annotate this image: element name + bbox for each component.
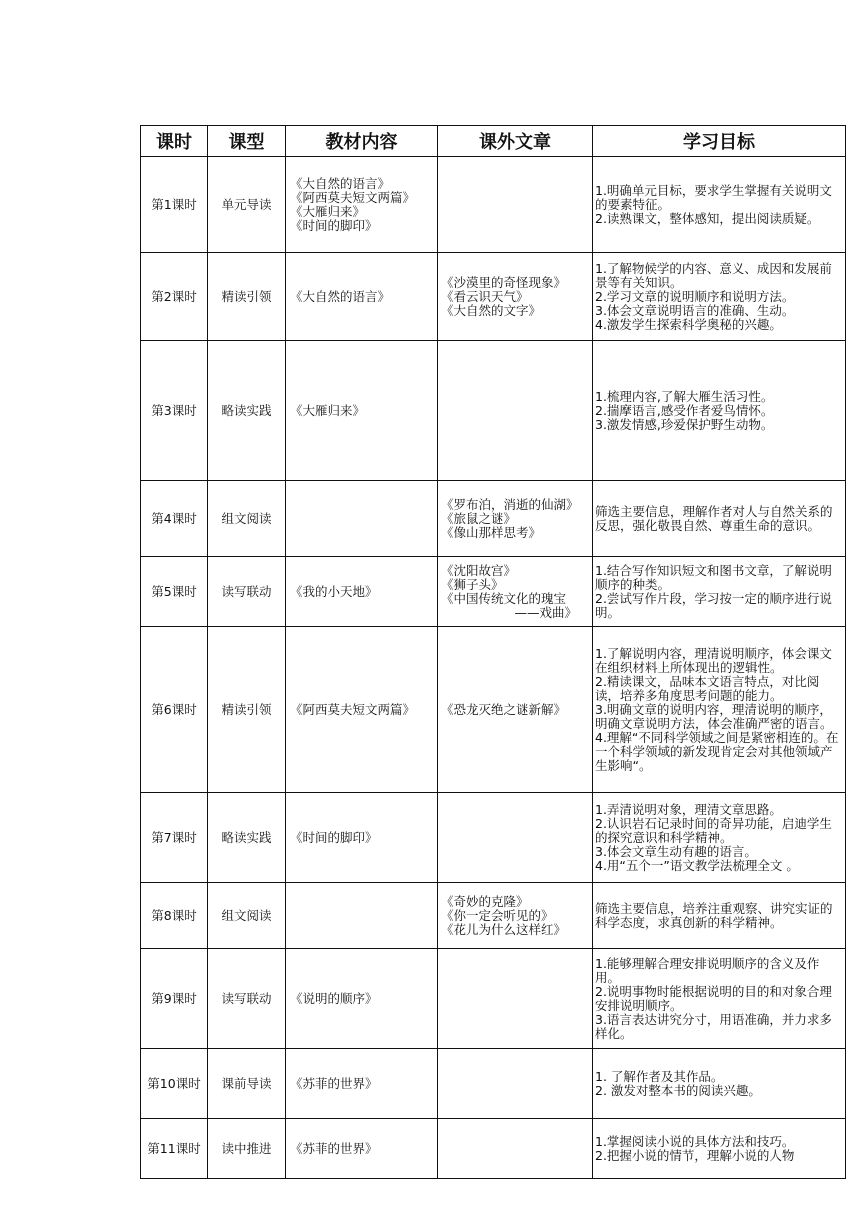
lesson-cell: 第7课时 [141, 793, 208, 883]
extra-reading-cell [438, 949, 593, 1049]
learning-goals-cell [593, 627, 846, 793]
learning-goal: 2.说明事物时能根据说明的目的和对象合理安排说明顺序。 [595, 983, 832, 1013]
textbook-item: 《大自然的语言》 [290, 288, 391, 304]
header-textbook: 教材内容 [286, 126, 438, 157]
extra-reading-item: 《大自然的文字》 [441, 302, 542, 318]
textbook-cell [286, 253, 438, 341]
header-lesson: 课时 [141, 126, 208, 157]
table-row [141, 341, 846, 481]
lesson-cell: 第6课时 [141, 627, 208, 793]
learning-goal: 2.揣摩语言,感受作者爱鸟情怀。 [595, 402, 774, 418]
textbook-cell [286, 1119, 438, 1179]
textbook-cell [286, 949, 438, 1049]
learning-goals-cell [593, 1119, 846, 1179]
learning-goal: 1.掌握阅读小说的具体方法和技巧。 [595, 1133, 795, 1149]
type-cell: 读写联动 [208, 949, 286, 1049]
textbook-item: 《大雁归来》 [290, 402, 366, 418]
learning-goal: 1.弄清说明对象，理清文章思路。 [595, 801, 782, 817]
learning-goal: 1.了解说明内容，理清说明顺序，体会课文在组织材料上所体现出的逻辑性。 [595, 645, 832, 675]
learning-goals-cell [593, 341, 846, 481]
header-goals: 学习目标 [593, 126, 846, 157]
extra-reading-item: 《罗布泊，消逝的仙湖》《旅鼠之谜》 [441, 496, 579, 526]
extra-reading-item: 《花儿为什么这样红》 [441, 921, 567, 937]
type-cell: 略读实践 [208, 341, 286, 481]
learning-goal: 1.了解物候学的内容、意义、成因和发展前景等有关知识。 [595, 260, 832, 290]
learning-goal: 3.明确文章的说明内容，理清说明的顺序，明确文章说明方法，体会准确严密的语言。 [595, 701, 833, 731]
learning-goal: 4.理解“不同科学领域之间是紧密相连的。在一个科学领域的新发现肯定会对其他领域产生影响“。 [595, 729, 839, 773]
learning-goal: 筛选主要信息，理解作者对人与自然关系的反思，强化敬畏自然、尊重生命的意识。 [595, 503, 833, 533]
learning-goal: 1.结合写作知识短文和图书文章，了解说明顺序的种类。 [595, 562, 832, 592]
table-row [141, 1119, 846, 1179]
learning-goal: 1.能够理解合理安排说明顺序的含义及作用。 [595, 955, 820, 985]
header-row [141, 126, 846, 157]
table-row [141, 157, 846, 253]
header-extra: 课外文章 [438, 126, 593, 157]
type-cell: 读中推进 [208, 1119, 286, 1179]
lesson-plan-table [140, 125, 846, 1179]
learning-goals-cell [593, 949, 846, 1049]
learning-goal: 2.尝试写作片段，学习按一定的顺序进行说明。 [595, 590, 832, 620]
textbook-item: 《苏菲的世界》 [290, 1140, 378, 1156]
learning-goal: 2.把握小说的情节，理解小说的人物 [595, 1147, 795, 1163]
header-type: 课型 [208, 126, 286, 157]
learning-goals-cell [593, 481, 846, 557]
type-cell: 精读引领 [208, 253, 286, 341]
textbook-cell [286, 557, 438, 627]
table-row [141, 949, 846, 1049]
learning-goal: 2.精读课文，品味本文语言特点，对比阅读，培养多角度思考问题的能力。 [595, 673, 820, 703]
extra-reading-item: 《奇妙的克隆》 [441, 893, 529, 909]
extra-reading-item: 《沙漠里的奇怪现象》 [441, 274, 567, 290]
extra-reading-item: 《沈阳故宫》 [441, 562, 517, 578]
learning-goal: 4.激发学生探索科学奥秘的兴趣。 [595, 316, 782, 332]
learning-goal: 4.用“五个一”语文教学法梳理全文 。 [595, 857, 799, 873]
table-row [141, 481, 846, 557]
extra-reading-cell [438, 627, 593, 793]
learning-goals-cell [593, 557, 846, 627]
extra-reading-item: 《中国传统文化的瑰宝 [441, 590, 567, 606]
textbook-item: 《时间的脚印》 [290, 217, 378, 233]
extra-reading-cell [438, 1049, 593, 1119]
extra-reading-cell [438, 341, 593, 481]
type-cell: 组文阅读 [208, 883, 286, 949]
lesson-cell: 第2课时 [141, 253, 208, 341]
learning-goals-cell [593, 253, 846, 341]
lesson-cell: 第9课时 [141, 949, 208, 1049]
textbook-item: 《大自然的语言》 [290, 175, 391, 191]
table-row [141, 627, 846, 793]
textbook-cell [286, 883, 438, 949]
type-cell: 组文阅读 [208, 481, 286, 557]
table-row [141, 557, 846, 627]
learning-goal: 3.体会文章生动有趣的语言。 [595, 843, 757, 859]
learning-goal: 3.体会文章说明语言的准确、生动。 [595, 302, 795, 318]
textbook-item: 《时间的脚印》 [290, 829, 378, 845]
lesson-cell: 第4课时 [141, 481, 208, 557]
textbook-cell [286, 341, 438, 481]
lesson-cell: 第3课时 [141, 341, 208, 481]
textbook-cell [286, 627, 438, 793]
extra-reading-item: 《你一定会听见的》 [441, 907, 554, 923]
learning-goals-cell [593, 1049, 846, 1119]
learning-goal: 1.明确单元目标，要求学生掌握有关说明文的要素特征。 [595, 182, 832, 212]
extra-reading-cell [438, 793, 593, 883]
textbook-item: 《阿西莫夫短文两篇》 [290, 701, 416, 717]
extra-reading-item: 《恐龙灭绝之谜新解》 [441, 701, 567, 717]
lesson-cell: 第1课时 [141, 157, 208, 253]
learning-goal: 1.梳理内容,了解大雁生活习性。 [595, 388, 774, 404]
type-cell: 精读引领 [208, 627, 286, 793]
learning-goals-cell [593, 157, 846, 253]
extra-reading-cell [438, 157, 593, 253]
table-row [141, 253, 846, 341]
extra-reading-cell [438, 1119, 593, 1179]
type-cell: 课前导读 [208, 1049, 286, 1119]
extra-reading-cell [438, 481, 593, 557]
table-row [141, 1049, 846, 1119]
textbook-cell [286, 793, 438, 883]
extra-reading-item: 《像山那样思考》 [441, 524, 542, 540]
extra-reading-item: ——戏曲》 [514, 604, 577, 620]
table-row [141, 793, 846, 883]
learning-goal: 筛选主要信息，培养注重观察、讲究实证的科学态度，求真创新的科学精神。 [595, 900, 833, 930]
lesson-cell: 第11课时 [141, 1119, 208, 1179]
lesson-cell: 第5课时 [141, 557, 208, 627]
learning-goal: 3.语言表达讲究分寸，用语准确，并力求多样化。 [595, 1011, 832, 1041]
extra-reading-cell [438, 883, 593, 949]
textbook-cell [286, 1049, 438, 1119]
extra-reading-item: 《看云识天气》 [441, 288, 529, 304]
textbook-item: 《我的小天地》 [290, 583, 378, 599]
table-row [141, 883, 846, 949]
learning-goal: 2.认识岩石记录时间的奇异功能，启迪学生的探究意识和科学精神。 [595, 815, 832, 845]
lesson-cell: 第10课时 [141, 1049, 208, 1119]
learning-goal: 1. 了解作者及其作品。 [595, 1068, 724, 1084]
learning-goal: 3.激发情感,珍爱保护野生动物。 [595, 416, 774, 432]
textbook-item: 《阿西莫夫短文两篇》 [290, 189, 416, 205]
learning-goals-cell [593, 793, 846, 883]
textbook-cell [286, 157, 438, 253]
type-cell: 读写联动 [208, 557, 286, 627]
extra-reading-cell [438, 253, 593, 341]
extra-reading-cell [438, 557, 593, 627]
textbook-item: 《大雁归来》 [290, 203, 366, 219]
learning-goal: 2. 激发对整本书的阅读兴趣。 [595, 1082, 761, 1098]
textbook-item: 《苏菲的世界》 [290, 1075, 378, 1091]
learning-goal: 2.学习文章的说明顺序和说明方法。 [595, 288, 795, 304]
learning-goal: 2.读熟课文，整体感知，提出阅读质疑。 [595, 210, 820, 226]
type-cell: 略读实践 [208, 793, 286, 883]
type-cell: 单元导读 [208, 157, 286, 253]
textbook-item: 《说明的顺序》 [290, 990, 378, 1006]
learning-goals-cell [593, 883, 846, 949]
lesson-cell: 第8课时 [141, 883, 208, 949]
textbook-cell [286, 481, 438, 557]
extra-reading-item: 《狮子头》 [441, 576, 504, 592]
